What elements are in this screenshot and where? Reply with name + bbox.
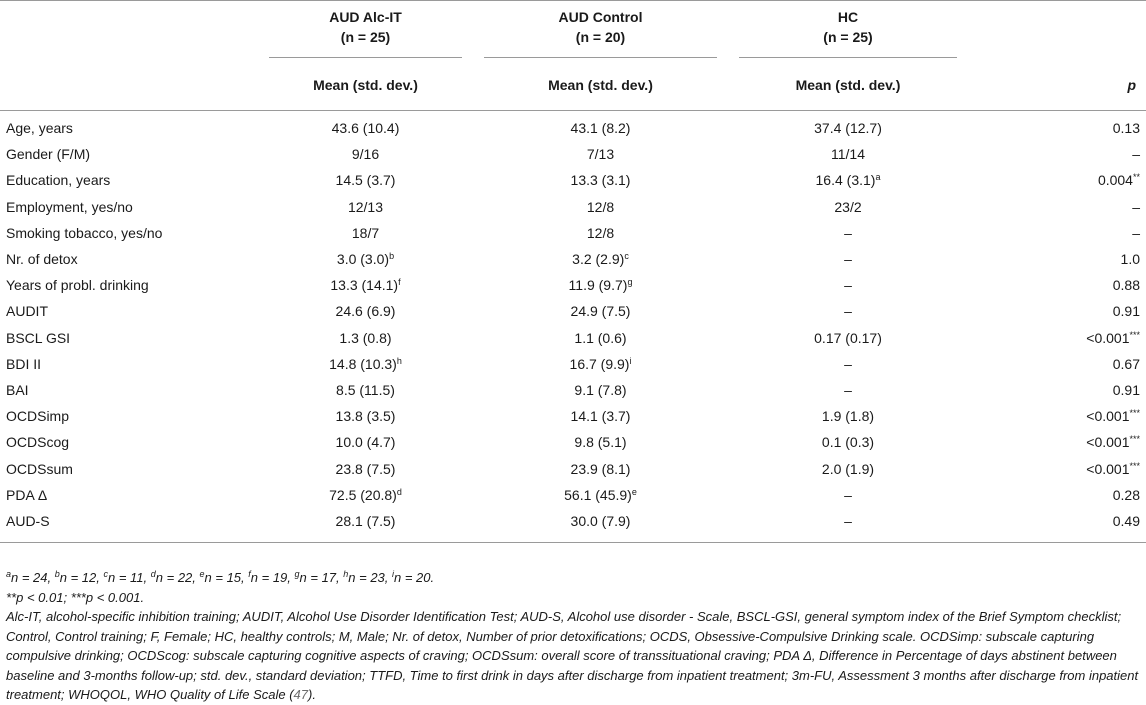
footnote-marker: ***: [1129, 460, 1140, 471]
row-label: BDI II: [6, 355, 42, 372]
table-row: [0, 403, 1146, 429]
alc-it-value: 9/16: [351, 146, 380, 163]
row-label: PDA Δ: [6, 486, 48, 503]
p-value: 0.13: [1112, 120, 1140, 137]
table-row: [0, 194, 1146, 220]
table-row: [0, 377, 1146, 403]
alc-it-value: 3.0 $(3.0)^b$: [336, 251, 395, 268]
table-row: [0, 482, 1146, 508]
hc-value: –: [844, 381, 852, 398]
control-value: 12/8: [586, 198, 615, 215]
footnote-marker: f: [248, 569, 251, 579]
control-value: 9.8 (5.1): [574, 434, 627, 451]
p-value: 0.67: [1112, 355, 1140, 372]
hc-value: 11/14: [831, 146, 865, 163]
hc-value: 37.4 (12.7): [814, 120, 882, 137]
hc-value: 23/2: [834, 198, 862, 215]
table-row: [0, 111, 1146, 142]
alc-it-value: 10.0 (4.7): [335, 434, 396, 451]
p-value: –: [1132, 224, 1140, 241]
group-n-alc-it: (n = 25): [340, 28, 391, 45]
hc-value: 2.0 (1.9): [821, 460, 875, 477]
p-value-header: p: [968, 60, 1146, 111]
row-label: Education, years: [6, 172, 111, 189]
footnote-marker: a: [875, 172, 881, 183]
row-label: Nr. of detox: [6, 251, 78, 268]
footnote-marker: g: [627, 277, 633, 288]
p-value: 0.91: [1112, 381, 1140, 398]
hc-value: 1.9 (1.8): [821, 408, 875, 425]
alc-it-value: 28.1 (7.5): [258, 508, 473, 543]
table-row: [0, 455, 1146, 481]
p-value: 0.91: [1112, 303, 1140, 320]
footnote-marker: **: [1132, 172, 1140, 183]
p-value: –: [1132, 198, 1140, 215]
row-label: Smoking tobacco, yes/no: [6, 224, 163, 241]
group-header-control: AUD Control (n = 20): [473, 1, 728, 61]
hc-value: –: [844, 277, 852, 294]
row-label: BAI: [6, 381, 29, 398]
hc-value: 0.1 (0.3): [821, 434, 875, 451]
row-label: OCDSimp: [6, 408, 70, 425]
group-header-hc: HC (n = 25): [728, 1, 968, 61]
p-value: <0.001***: [1086, 329, 1140, 346]
footnote-marker: b: [389, 251, 395, 262]
table-row: [0, 167, 1146, 193]
footnote-marker: ***: [1129, 408, 1140, 419]
alc-it-value: 23.8 (7.5): [335, 460, 396, 477]
row-label: Gender (F/M): [6, 146, 91, 163]
footnote-marker: d: [150, 569, 156, 579]
hc-value: –: [844, 303, 852, 320]
hc-value: 0.17 (0.17): [814, 329, 882, 346]
control-value: 9.1 (7.8): [574, 381, 627, 398]
control-value: 43.1 (8.2): [570, 120, 631, 137]
row-label: AUD-S: [0, 508, 258, 543]
alc-it-value: 18/7: [351, 224, 380, 241]
control-value: 30.0 (7.9): [473, 508, 728, 543]
table-row: [0, 298, 1146, 324]
alc-it-value: 12/13: [347, 198, 384, 215]
footnote-marker: h: [396, 355, 402, 366]
row-label: OCDSsum: [6, 460, 73, 477]
control-value: 23.9 (8.1): [570, 460, 631, 477]
row-label: Age, years: [6, 120, 73, 137]
stat-label-control: Mean (std. dev.): [473, 60, 728, 111]
table-row: [0, 272, 1146, 298]
table-row: [0, 220, 1146, 246]
alc-it-value: 43.6 (10.4): [331, 120, 400, 137]
row-label: Years of probl. drinking: [6, 277, 149, 294]
control-value: 56.1 $(45.9)^e$: [564, 486, 637, 503]
control-value: 24.9 (7.5): [570, 303, 631, 320]
hc-value: –: [844, 251, 852, 268]
footnote-marker: e: [631, 486, 637, 497]
control-value: 14.1 (3.7): [570, 408, 631, 425]
stat-label-hc: Mean (std. dev.): [728, 60, 968, 111]
footnote-marker: ***: [1129, 434, 1140, 445]
p-value: <0.001***: [1086, 408, 1140, 425]
sample-size-note: $^a$n = 24, $^b$n = 12, $^c$n = 11, $^d$n = 22, $^e$n = 15, $^f$n = 19, $^g$n = 17, $^h$n = 23, $^i$n = 20.: [6, 569, 435, 585]
header-blank-cell: [0, 60, 258, 111]
alc-it-value: 14.8 $(10.3)^h$: [329, 355, 402, 372]
header-blank-cell: [0, 1, 258, 61]
row-label: OCDScog: [6, 434, 70, 451]
group-header-row: [0, 1, 1146, 61]
control-value: 3.2 $(2.9)^c$: [572, 251, 629, 268]
table-row: [0, 141, 1146, 167]
footnote-marker: i: [629, 355, 632, 366]
table-body: [0, 111, 1146, 543]
hc-value: –: [844, 224, 852, 241]
table-row: [0, 429, 1146, 455]
control-value: 13.3 (3.1): [570, 172, 631, 189]
footnote-marker: h: [343, 569, 349, 579]
footnote-marker: ***: [1129, 329, 1140, 340]
p-value: 1.0: [1120, 251, 1140, 268]
p-value: 0.88: [1112, 277, 1140, 294]
table-row: [0, 246, 1146, 272]
stat-header-row: [0, 60, 1146, 111]
alc-it-value: 24.6 (6.9): [335, 303, 396, 320]
stat-label-alc-it: Mean (std. dev.): [258, 60, 473, 111]
footnote-marker: e: [199, 569, 205, 579]
footnote-marker: d: [396, 486, 402, 497]
footnote-marker: c: [624, 251, 629, 262]
p-value: 0.004**: [1097, 172, 1140, 189]
footnote-marker: b: [54, 569, 60, 579]
alc-it-value: 8.5 (11.5): [336, 381, 395, 398]
group-header-alc-it: AUD Alc-IT (n = 25): [258, 1, 473, 61]
alc-it-value: 1.3 (0.8): [339, 329, 392, 346]
reference-link[interactable]: 47: [293, 687, 308, 702]
p-value: 0.49: [968, 508, 1146, 543]
p-value: <0.001***: [1086, 434, 1140, 451]
significance-note: **p < 0.01; ***p < 0.001.: [6, 589, 145, 605]
p-value: –: [1132, 146, 1140, 163]
table-footnotes: [6, 568, 1140, 705]
row-label: Employment, yes/no: [6, 198, 133, 215]
p-value: 0.28: [1112, 486, 1140, 503]
table-row: [0, 508, 1146, 543]
control-value: 12/8: [586, 224, 615, 241]
alc-it-value: 72.5 $(20.8)^d$: [329, 486, 402, 503]
alc-it-value: 13.8 (3.5): [335, 408, 396, 425]
control-value: 11.9 $(9.7)^g$: [568, 277, 633, 294]
footnote-marker: f: [398, 277, 401, 288]
p-value: <0.001***: [1086, 460, 1140, 477]
table-row: [0, 325, 1146, 351]
control-value: 16.7 $(9.9)^i$: [569, 355, 632, 372]
alc-it-value: 13.3 $(14.1)^f$: [330, 277, 401, 294]
control-value: 7/13: [586, 146, 615, 163]
footnote-marker: a: [6, 569, 12, 579]
footnote-marker: c: [103, 569, 108, 579]
footnote-marker: g: [294, 569, 300, 579]
hc-value: –: [844, 355, 852, 372]
row-label: BSCL GSI: [6, 329, 71, 346]
row-label: AUDIT: [6, 303, 48, 320]
hc-value: –: [844, 486, 852, 503]
group-n-hc: (n = 25): [823, 28, 873, 45]
alc-it-value: 14.5 (3.7): [335, 172, 396, 189]
hc-value: –: [728, 508, 968, 543]
hc-value: 16.4 $(3.1)^a$: [815, 172, 881, 189]
abbreviations-note: Alc-IT, alcohol-specific inhibition training; AUDIT, Alcohol Use Disorder Identification Test; AUD-S, Alcohol use disorder - Scale, BSCL-GSI, general symptom index of the Brief Symptom checklist; Control, Control training; F, Female; HC, healthy controls; M, Male; Nr. of detox, Number of prior detoxifications; OCDS, Obsessive-Compulsive Drinking scale. OCDSimp: subscale capturing compulsive drinking; OCDScog: subscale capturing cognitive aspects of craving; OCDSsum: overall score of transsituational craving; PDA Δ, Difference in Percentage of days abstinent between baseline and 3-months follow-up; std. dev., standard deviation; TTFD, Time to first drink in days after discharge from inpatient treatment; 3m-FU, Assessment 3 months after discharge from inpatient treatment; WHOQOL, WHO Quality of Life Scale (47).: [6, 609, 1139, 702]
footnote-marker: i: [392, 569, 395, 579]
group-n-control: (n = 20): [575, 28, 626, 45]
control-value: 1.1 (0.6): [574, 329, 627, 346]
table-row: [0, 351, 1146, 377]
header-blank-cell: [968, 1, 1146, 61]
